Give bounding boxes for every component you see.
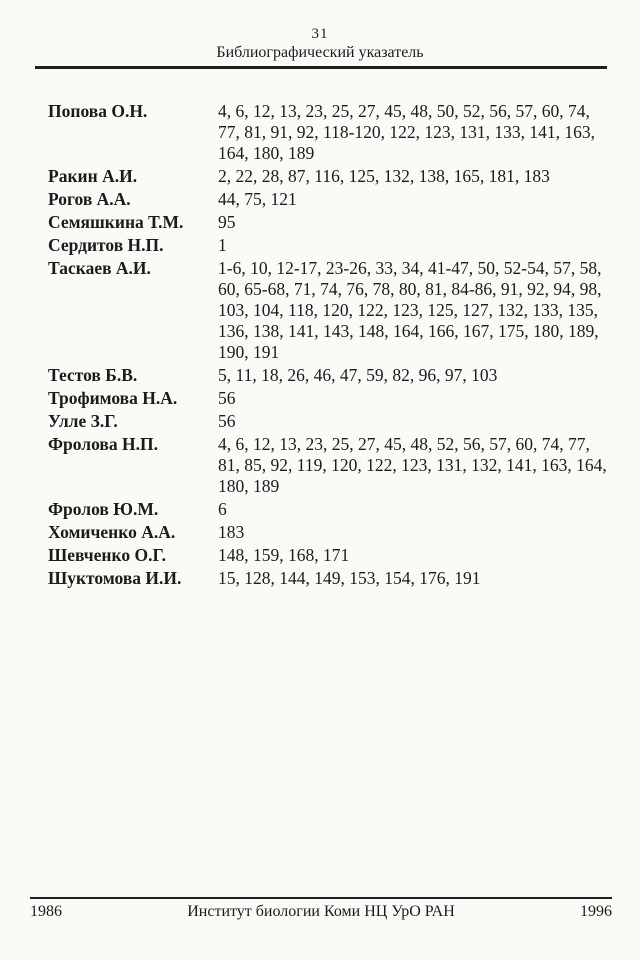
page-number: 31 (311, 26, 329, 42)
page-references: 56 (218, 388, 236, 408)
index-entry-row (48, 189, 607, 210)
page-references: 56 (218, 411, 236, 431)
index-entry-row (48, 434, 607, 497)
index-entry-row (48, 101, 607, 164)
header-rule (35, 66, 607, 69)
page-references: 5, 11, 18, 26, 46, 47, 59, 82, 96, 97, 103 (218, 365, 498, 385)
author-name: Попова О.Н. (48, 101, 148, 121)
page-references: 1-6, 10, 12-17, 23-26, 33, 34, 41-47, 50, 52-54, 57, 58, 60, 65-68, 71, 74, 76, 78, 80, 81, 84-86, 91, 92, 94, 98, 103, 104, 118, 120, 122, 123, 125, 127, 132, 133, 135, 136, 138, 141, 143, 148, 164, 166, 167, 175, 180, 189, 190, 191 (218, 258, 602, 362)
page-references: 95 (218, 212, 236, 232)
author-name: Фролов Ю.М. (48, 499, 159, 519)
author-name: Ракин А.И. (48, 166, 138, 186)
author-name: Таскаев А.И. (48, 258, 151, 278)
page-footer (30, 897, 612, 921)
index-entry-row (48, 522, 607, 543)
index-entry-row (48, 411, 607, 432)
footer-row (30, 899, 612, 921)
index-entry-row (48, 388, 607, 409)
page-header (0, 0, 640, 69)
index-entry-row (48, 212, 607, 233)
author-name: Фролова Н.П. (48, 434, 158, 454)
running-head-title: Библиографический указатель (216, 44, 424, 61)
index-entry-row (48, 365, 607, 386)
index-entry-row (48, 235, 607, 256)
index-entry-row (48, 568, 607, 589)
author-name: Шевченко О.Г. (48, 545, 166, 565)
footer-institute-name: Институт биологии Коми НЦ УрО РАН (187, 903, 455, 920)
author-name: Тестов Б.В. (48, 365, 138, 385)
author-name: Шуктомова И.И. (48, 568, 182, 588)
page-references: 1 (218, 235, 227, 255)
author-name: Рогов А.А. (48, 189, 131, 209)
page-references: 44, 75, 121 (218, 189, 297, 209)
page-references: 4, 6, 12, 13, 23, 25, 27, 45, 48, 50, 52, 56, 57, 60, 74, 77, 81, 91, 92, 118-120, 122, 123, 131, 133, 141, 163, 164, 180, 189 (218, 101, 596, 163)
index-entry-row (48, 166, 607, 187)
index-list (48, 101, 607, 589)
author-name: Хомиченко А.А. (48, 522, 176, 542)
index-entry-row (48, 545, 607, 566)
author-name: Улле З.Г. (48, 411, 118, 431)
index-entry-row (48, 258, 607, 363)
page-references: 15, 128, 144, 149, 153, 154, 176, 191 (218, 568, 481, 588)
author-name: Сердитов Н.П. (48, 235, 164, 255)
author-name: Трофимова Н.А. (48, 388, 178, 408)
footer-year-end: 1996 (580, 903, 612, 920)
page-references: 148, 159, 168, 171 (218, 545, 350, 565)
page-references: 6 (218, 499, 227, 519)
page-references: 4, 6, 12, 13, 23, 25, 27, 45, 48, 52, 56, 57, 60, 74, 77, 81, 85, 92, 119, 120, 122, 123, 131, 132, 141, 163, 164, 180, 189 (218, 434, 607, 496)
index-entry-row (48, 499, 607, 520)
footer-year-start: 1986 (30, 903, 62, 920)
page-references: 183 (218, 522, 245, 542)
page-references: 2, 22, 28, 87, 116, 125, 132, 138, 165, 181, 183 (218, 166, 550, 186)
author-name: Семяшкина Т.М. (48, 212, 184, 232)
